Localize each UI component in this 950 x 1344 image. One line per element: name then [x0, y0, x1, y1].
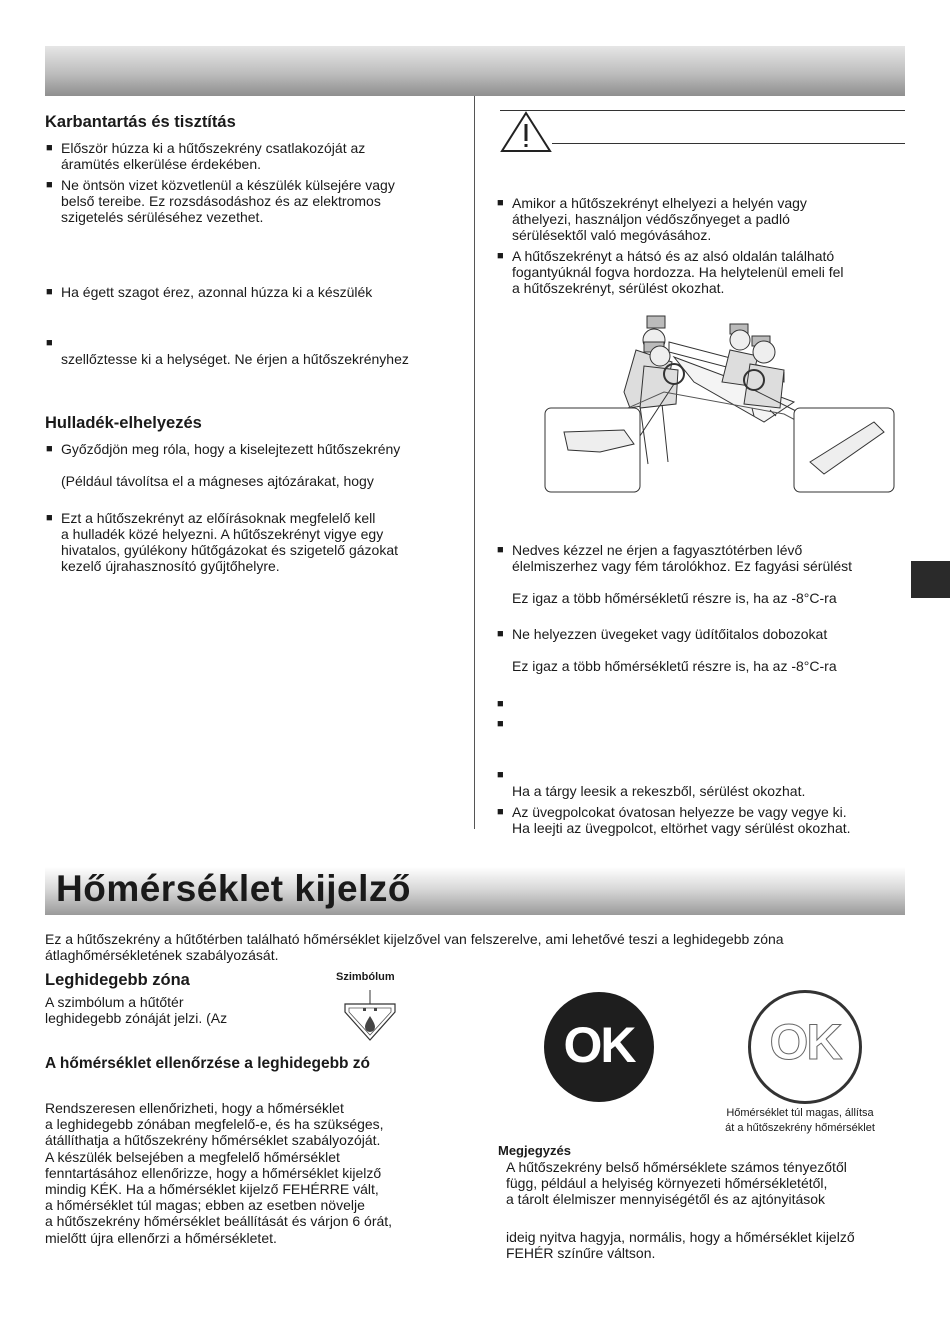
check-heading: A hőmérséklet ellenőrzése a leghidegebb zó — [45, 1055, 371, 1072]
list-item: ■ Amikor a hűtőszekrényt elhelyezi a helyén vagy áthelyezi, használjon védőszőnyeget a padló sérülésektől való megóvásához. — [512, 195, 807, 243]
coldest-heading: Leghidegebb zóna — [45, 971, 190, 989]
list-item: ■ A hűtőszekrényt a hátsó és az alsó oldalán található fogantyúknál fogva hordozza. Ha helytelenül emeli fel a hűtőszekrényt, sérülést okozhat. — [512, 248, 844, 296]
warning-icon — [500, 111, 552, 153]
list-item: ■ Az üvegpolcokat óvatosan helyezze be vagy vegye ki. Ha leejti az üvegpolcot, eltörhet vagy sérülést okozhat. — [512, 804, 851, 836]
coldest-text: A szimbólum a hűtőtér leghidegebb zónáját jelzi. (Az — [45, 994, 228, 1026]
list-item: ■ Ezt a hűtőszekrényt az előírásoknak megfelelő kell a hulladék közé helyezni. A hűtőszekrényt vigye egy hivatalos, gyúlékony hűtőgázokat és szigetelő gázokat kezelő újrahasznosító gyűjtőhelyre. — [61, 510, 398, 574]
list-item: ■ Nedves kézzel ne érjen a fagyasztótérben lévő élelmiszerhez vagy fém tárolókhoz. Ez fagyási sérülést Ez igaz a több hőmérsékletű részre is, ha az -8°C-ra — [512, 542, 852, 606]
ok-label-white: OK — [769, 1014, 841, 1070]
maintenance-heading: Karbantartás és tisztítás — [45, 113, 236, 131]
language-tab — [911, 561, 950, 598]
warning-rule — [500, 110, 905, 111]
waste-heading: Hulladék-elhelyezés — [45, 414, 202, 432]
note-text: A hűtőszekrény belső hőmérséklete számos tényezőtől függ, például a helyiség környezeti hőmérsékletétől, a tárolt élelmiszer mennyiségétől és az ajtónyitások ideig nyitva hagyja, normális, hogy a hőmérséklet kijelző FEHÉR színűre váltson. — [506, 1159, 855, 1261]
list-item: ■ Először húzza ki a hűtőszekrény csatlakozóját az áramütés elkerülése érdekében. — [61, 140, 365, 172]
list-item: ■ Ne öntsön vizet közvetlenül a készülék külsejére vagy belső tereibe. Ez rozsdásodáshoz és az elektromos szigetelés sérüléséhez vezethet. — [61, 177, 395, 225]
intro-text: Ez a hűtőszekrény a hűtőtérben található hőmérséklet kijelzővel van felszerelve, ami lehetővé teszi a leghidegebb zóna átlaghőmérsékletének szabályozását. — [45, 931, 784, 963]
check-text: Rendszeresen ellenőrizheti, hogy a hőmérséklet a leghidegebb zónában megfelelő-e, és ha szükséges, átállíthatja a hűtőszekrény hőmérséklet szabályozóját. A készülék belsejében a megfelelő hőmérséklet fenntartásához ellenőrizze, hogy a hőmérséklet kijelző mindig KÉK. Ha a hőmérséklet kijelző FEHÉRRE vált, a hőmérséklet túl magas; ebben az esetben növelje a hűtőszekrény hőmérséklet beállítását és várjon 6 órát, mielőtt újra ellenőrzi a hőmérsékletet. — [45, 1100, 393, 1246]
list-item: ■ szellőztesse ki a helységet. Ne érjen a hűtőszekrényhez — [61, 335, 409, 367]
section-title: Hőmérséklet kijelző — [56, 868, 411, 909]
header-bar — [45, 46, 905, 96]
coldest-zone-icon — [343, 988, 399, 1048]
too-high-caption: Hőmérséklet túl magas, állítsa át a hűtőszekrény hőmérséklet — [725, 1107, 875, 1134]
column-divider — [474, 96, 475, 829]
ok-label: OK — [563, 1017, 635, 1073]
list-item: ■ Ha a tárgy leesik a rekeszből, sérülést okozhat. — [512, 767, 805, 799]
list-item: ■ Ha égett szagot érez, azonnal húzza ki a készülék — [61, 284, 372, 300]
list-item: ■ Győződjön meg róla, hogy a kiselejtezett hűtőszekrény (Például távolítsa el a mágneses ajtózárakat, hogy — [61, 441, 400, 489]
note-heading: Megjegyzés — [498, 1143, 571, 1158]
warning-rule — [552, 143, 905, 144]
symbol-label: Szimbólum — [336, 971, 395, 983]
carrying-illustration — [544, 312, 896, 494]
list-item: ■ Ne helyezzen üvegeket vagy üdítőitalos dobozokat Ez igaz a több hőmérsékletű részre is, ha az -8°C-ra — [512, 626, 837, 674]
